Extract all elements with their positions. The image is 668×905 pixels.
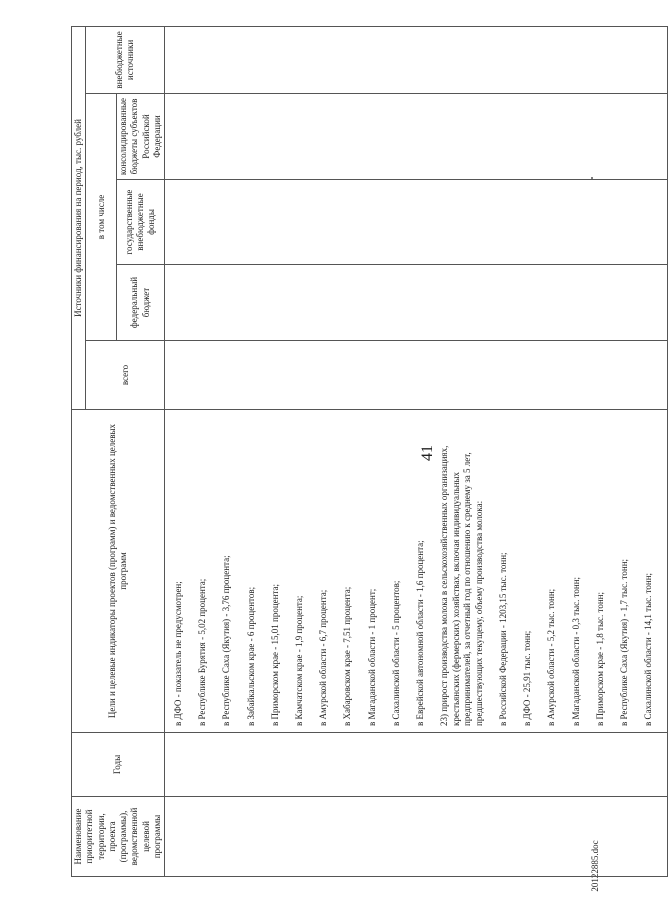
goal-item: в Амурской области - 6,7 процента; (318, 589, 329, 726)
goal-item: в Амурской области - 5,2 тыс. тонн; (546, 588, 557, 726)
goal-item: в Сахалинской области - 14,1 тыс. тонн; (643, 572, 654, 726)
cell-name (165, 797, 668, 877)
goal-item: в Российской Федерации - 1203,15 тыс. тонн; (498, 552, 509, 726)
goal-item: в ДФО - 25,91 тыс. тонн; (522, 630, 533, 726)
goal-item: в Сахалинской области - 5 процентов; (390, 580, 401, 726)
header-federal-budget: федеральный бюджет (117, 265, 165, 341)
goals-list (165, 410, 655, 732)
goal-item-milk-production: 23) прирост производства молока в сельскохозяйственных организациях, крестьянских (фермерских) хозяйствах, включая индивидуальных предпринимателей, за отчетный год по отношению к среднему за 5 лет, предшествующих текущему, объему производства молока: (439, 445, 484, 726)
header-state-funds: государственные внебюджетные фонды (117, 180, 165, 265)
goal-item: в Приморском крае - 1,8 тыс. тонн; (594, 592, 605, 726)
cell-offbudget (165, 26, 668, 93)
cell-state-funds (165, 180, 668, 265)
footer-filename: 20122885.doc (590, 840, 600, 892)
header-goals: Цели и целевые индикаторы проектов (программ) и ведомственных целевых программ (72, 410, 165, 733)
goal-item: в Республике Бурятия - 5,02 процента; (197, 578, 208, 726)
cell-consolidated-budgets (165, 94, 668, 180)
header-consolidated-budgets: консолидированные бюджеты субъектов Российской Федерации (117, 94, 165, 180)
header-name: Наименование приоритетной территории, проекта (программы), ведомственной целевой программы (72, 797, 165, 877)
cell-total (165, 341, 668, 410)
goal-item: в ДФО - показатель не предусмотрен; (173, 581, 183, 726)
header-including: в том числе (86, 94, 117, 341)
goal-item: в Забайкальском крае - 6 процентов; (245, 586, 256, 726)
goal-item: в Республике Саха (Якутия) - 1,7 тыс. тонн; (618, 558, 629, 726)
page-number: 41 (419, 445, 436, 461)
funding-table (71, 26, 668, 877)
goal-item: в Республике Саха (Якутия) - 3,76 процента; (221, 555, 232, 726)
header-offbudget: внебюджетные источники (86, 26, 165, 93)
goal-item: в Магаданской области - 0,3 тыс. тонн; (570, 576, 581, 726)
goal-item: в Приморском крае - 15,01 процента; (269, 583, 280, 726)
goal-item: в Хабаровском крае - 7,51 процента; (342, 586, 353, 726)
cell-goals (165, 410, 668, 733)
goal-item: в Еврейской автономной области - 1,6 процента; (414, 540, 425, 726)
header-total: всего (86, 341, 165, 410)
goal-item: в Камчатском крае - 1,9 процента; (293, 595, 304, 726)
goal-item: в Магаданской области - 1 процент; (366, 588, 377, 726)
header-years: Годы (72, 733, 165, 797)
cell-years (165, 733, 668, 797)
cell-federal-budget (165, 265, 668, 341)
header-funding-sources: Источники финансирования на период, тыс. рублей (72, 26, 86, 409)
